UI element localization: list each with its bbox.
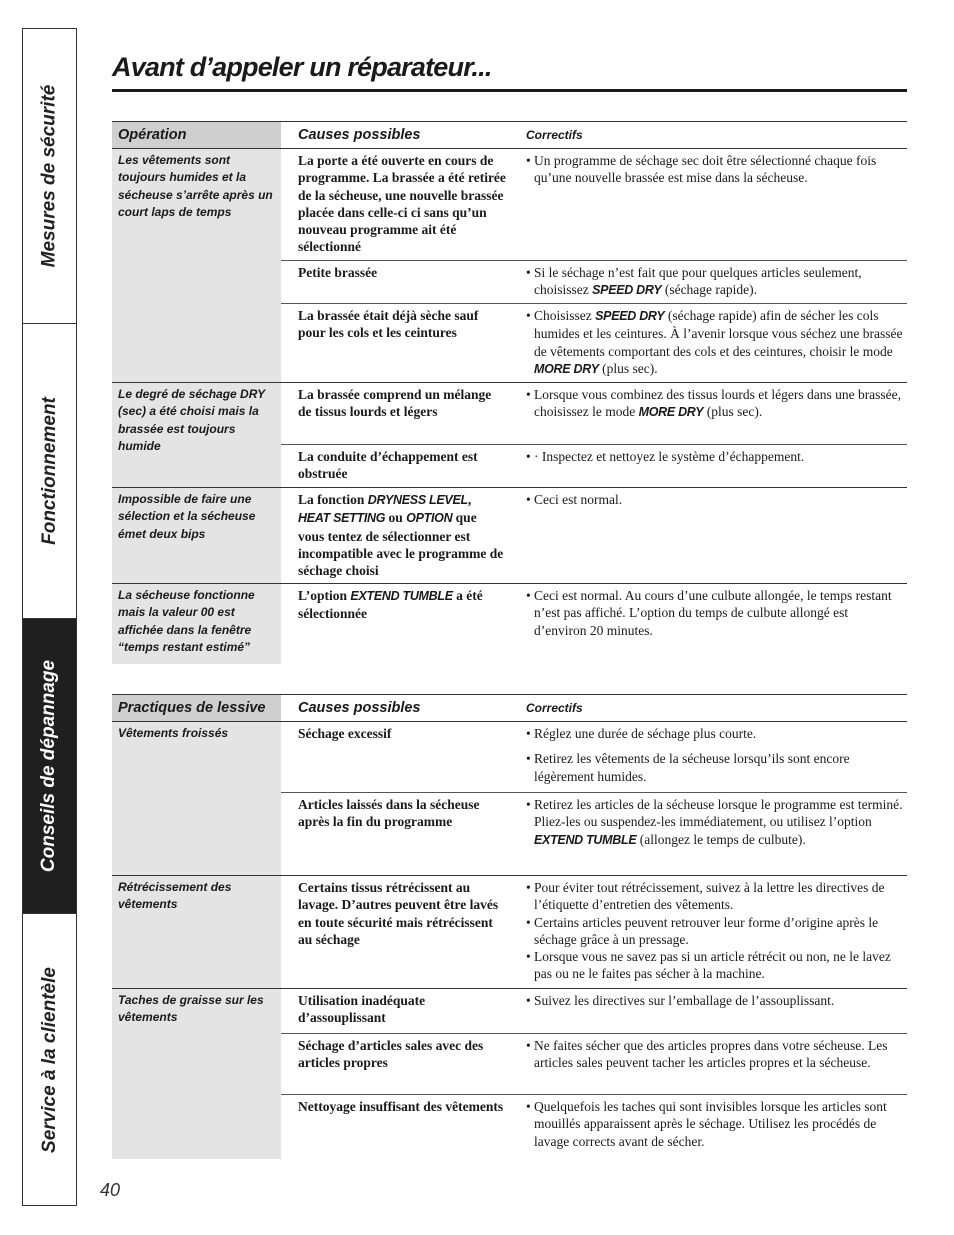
- fix-item: • Lorsque vous combinez des tissus lourds et légers dans une brassée, choisissez le mode MORE DRY (plus sec).: [526, 386, 903, 422]
- header-correctifs: Correctifs: [526, 128, 583, 142]
- tab-service-a-la-clientele[interactable]: [23, 913, 76, 1205]
- fix-item: • Choisissez SPEED DRY (séchage rapide) afin de sécher les cols humides et les ceintures. À l’avenir lorsque vous séchez une brassée de vêtements comportant des cols et des ceintures, choisir le mode MORE DRY (plus sec).: [526, 307, 903, 378]
- fix-cell: [510, 989, 907, 1033]
- problem-label: Impossible de faire une sélection et la sécheuse émet deux bips: [112, 488, 281, 583]
- tab-conseils-de-depannage[interactable]: [23, 618, 76, 913]
- header-causes: Causes possibles: [298, 700, 421, 716]
- header-causes: Causes possibles: [298, 127, 421, 143]
- fix-item: • Retirez les vêtements de la sécheuse lorsqu’ils sont encore légèrement humides.: [526, 750, 903, 785]
- header-operation: Opération: [112, 122, 281, 148]
- fix-cell: [510, 445, 907, 487]
- fix-cell: [510, 383, 907, 444]
- problem-label: Les vêtements sont toujours humides et la sécheuse s’arrête après un court laps de temps: [112, 149, 281, 382]
- cause-cell: La brassée était déjà sèche sauf pour les cols et les ceintures: [298, 308, 479, 341]
- cause-cell: L’option EXTEND TUMBLE a été sélectionnée: [298, 588, 483, 622]
- fix-item: • Ceci est normal. Au cours d’une culbute allongée, le temps restant n’est pas affiché. L’option du temps de culbute allongé est d’environ 20 minutes.: [526, 587, 903, 639]
- cause-cell: La conduite d’échappement est obstruée: [298, 449, 478, 482]
- problem-group: [112, 488, 907, 584]
- table-row: [281, 1033, 907, 1094]
- tab-label: Service à la clientèle: [38, 966, 60, 1153]
- fix-item: • Si le séchage n’est fait que pour quelques articles seulement, choisissez SPEED DRY (séchage rapide).: [526, 264, 903, 300]
- cause-cell: La brassée comprend un mélange de tissus lourds et légers: [298, 387, 492, 420]
- problem-label: Le degré de séchage DRY (sec) a été choisi mais la brassée est toujours humide: [112, 383, 281, 487]
- fix-cell: [510, 1095, 907, 1159]
- fix-cell: [510, 584, 907, 664]
- problem-label: Taches de graisse sur les vêtements: [112, 989, 281, 1159]
- table-row: [281, 989, 907, 1033]
- table-row: [281, 584, 907, 664]
- fix-cell: [510, 488, 907, 583]
- fix-item: • Un programme de séchage sec doit être sélectionné chaque fois qu’une nouvelle brassée est mise dans la sécheuse.: [526, 152, 903, 187]
- fix-cell: [510, 261, 907, 303]
- cause-cell: Certains tissus rétrécissent au lavage. D’autres peuvent être lavés en toute sécurité mais rétrécissent au séchage: [298, 880, 499, 947]
- tab-fonctionnement[interactable]: [23, 323, 76, 618]
- tab-label: Conseils de dépannage: [38, 659, 60, 873]
- problem-label: La sécheuse fonctionne mais la valeur 00 est affichée dans la fenêtre “temps restant estimé”: [112, 584, 281, 664]
- problem-label: Rétrécissement des vêtements: [112, 876, 281, 988]
- fix-item: • Pour éviter tout rétrécissement, suivez à la lettre les directives de l’étiquette d’entretien des vêtements.: [526, 879, 903, 914]
- header-practiques: Practiques de lessive: [112, 695, 281, 721]
- table-row: [281, 1094, 907, 1159]
- problem-label: Vêtements froissés: [112, 722, 281, 875]
- fix-item: • · Inspectez et nettoyez le système d’échappement.: [526, 448, 903, 465]
- problem-group: [112, 876, 907, 989]
- problem-group: [112, 989, 907, 1159]
- header-correctifs: Correctifs: [526, 701, 583, 715]
- cause-cell: Articles laissés dans la sécheuse après la fin du programme: [298, 797, 480, 830]
- table-row: [281, 149, 907, 260]
- fix-cell: [510, 149, 907, 260]
- problem-group: [112, 149, 907, 383]
- fix-cell: [510, 793, 907, 875]
- fix-cell: [510, 304, 907, 382]
- tab-label: Mesures de sécurité: [38, 84, 60, 268]
- troubleshooting-table-lessive: [112, 694, 907, 1159]
- problem-group: [112, 383, 907, 488]
- table-header: [112, 121, 907, 149]
- tab-mesures-de-securite[interactable]: [23, 29, 76, 323]
- fix-item: • Certains articles peuvent retrouver leur forme d’origine après le séchage grâce à un pressage.: [526, 914, 903, 949]
- troubleshooting-table-operation: [112, 121, 907, 664]
- fix-item: • Quelquefois les taches qui sont invisibles lorsque les articles sont mouillés apparaissent après le séchage. Utilisez les procédés de lavage corrects avant de sécher.: [526, 1098, 903, 1150]
- cause-cell: Nettoyage insuffisant des vêtements: [298, 1099, 504, 1114]
- fix-item: • Suivez les directives sur l’emballage de l’assouplissant.: [526, 992, 903, 1009]
- fix-item: • Ne faites sécher que des articles propres dans votre sécheuse. Les articles sales peuvent tacher les articles propres et la sécheuse.: [526, 1037, 903, 1072]
- page-number: 40: [100, 1180, 121, 1200]
- table-header: [112, 694, 907, 722]
- cause-cell: La fonction DRYNESS LEVEL, HEAT SETTING ou OPTION que vous tentez de sélectionner est incompatible avec le programme de séchage choisi: [298, 492, 504, 579]
- tab-label: Fonctionnement: [38, 397, 60, 545]
- fix-cell: [510, 876, 907, 988]
- title-rule: [112, 89, 907, 92]
- fix-cell: [510, 1034, 907, 1094]
- cause-cell: Petite brassée: [298, 265, 378, 280]
- cause-cell: Séchage excessif: [298, 726, 392, 741]
- fix-item: • Lorsque vous ne savez pas si un article rétrécit ou non, ne le lavez pas ou ne le faites pas sécher à la machine.: [526, 948, 903, 983]
- fix-item: • Réglez une durée de séchage plus courte.: [526, 725, 903, 742]
- table-row: [281, 722, 907, 792]
- table-row: [281, 876, 907, 988]
- table-row: [281, 488, 907, 583]
- cause-cell: Utilisation inadéquate d’assouplissant: [298, 993, 426, 1026]
- table-row: [281, 303, 907, 382]
- cause-cell: Séchage d’articles sales avec des articles propres: [298, 1038, 484, 1071]
- side-tab-strip: [22, 28, 77, 1206]
- fix-cell: [510, 722, 907, 792]
- table-row: [281, 383, 907, 444]
- page-title: Avant d’appeler un réparateur...: [112, 52, 492, 82]
- table-row: [281, 792, 907, 875]
- fix-item: • Retirez les articles de la sécheuse lorsque le programme est terminé. Pliez-les ou suspendez-les immédiatement, ou utilisez l’option EXTEND TUMBLE (allongez le temps de culbute).: [526, 796, 903, 849]
- table-row: [281, 260, 907, 303]
- fix-item: • Ceci est normal.: [526, 491, 903, 508]
- problem-group: [112, 584, 907, 664]
- cause-cell: La porte a été ouverte en cours de programme. La brassée a été retirée de la sécheuse, une nouvelle brassée placée dans celle-ci ci sans qu’un nouveau programme ait été sélectionné: [298, 153, 506, 255]
- table-row: [281, 444, 907, 487]
- problem-group: [112, 722, 907, 876]
